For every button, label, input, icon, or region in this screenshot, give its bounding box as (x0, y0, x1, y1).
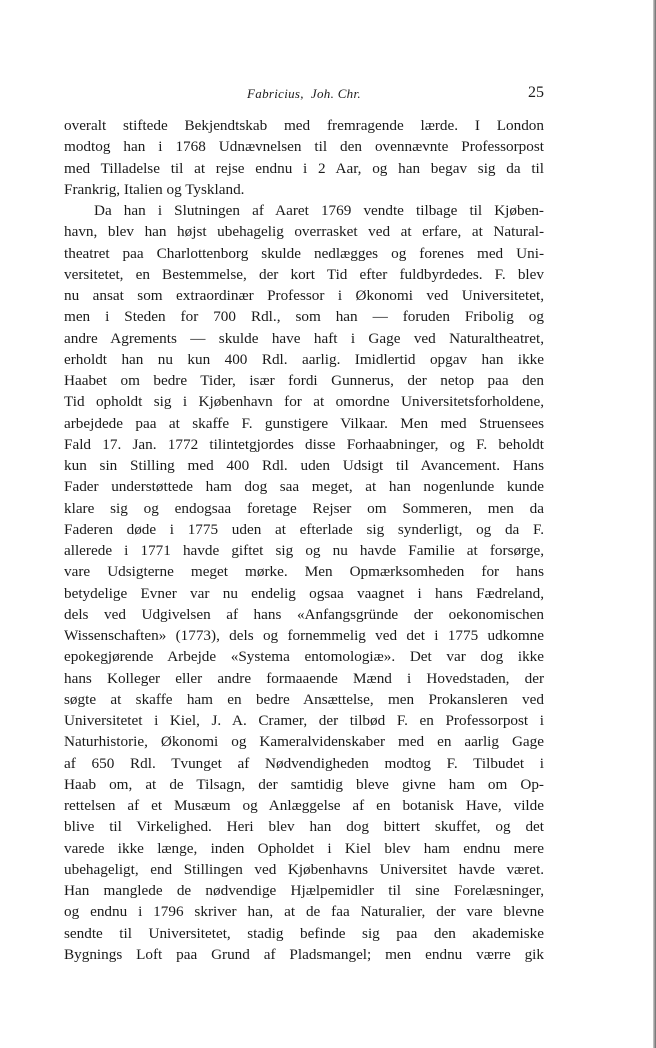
text-line: men i Steden for 700 Rdl., som han — foruden Fribolig og (64, 308, 544, 326)
text-line: Fald 17. Jan. 1772 tilintetgjordes disse Forhaabninger, og F. beholdt (64, 435, 544, 453)
text-line: kun sin Stilling med 400 Rdl. uden Udsigt til Avancement. Hans (64, 457, 544, 474)
text-line: Frankrig, Italien og Tyskland. (64, 180, 245, 198)
paragraph-2 (64, 200, 544, 965)
text-line: Wissenschaften» (1773), dels og fornemmelig ved det i 1775 udkomne (64, 627, 544, 644)
text-line: Tid opholdt sig i Kjøbenhavn for at omordne Universitetsforholdene, (64, 393, 544, 411)
text-line: varede ikke længe, inden Opholdet i Kiel blev ham endnu mere (64, 839, 544, 857)
text-line: epokegjørende Arbejde «Systema entomologiæ». Det var dog ikke (64, 648, 544, 666)
text-line: klare sig og endogsaa foretage Rejser om Sommeren, men da (64, 499, 544, 517)
page-number: 25 (528, 84, 544, 101)
text-line: blive til Virkelighed. Heri blev han dog bittert skuffet, og det (64, 818, 544, 836)
text-line: Faderen døde i 1775 uden at efterlade sig synderligt, og da F. (64, 520, 544, 538)
text-line: overalt stiftede Bekjendtskab med fremragende lærde. I London (64, 117, 544, 134)
text-line: Bygnings Loft paa Grund af Pladsmangel; men endnu værre gik (64, 945, 544, 963)
text-line: theatret paa Charlottenborg skulde nedlægges og forenes med Uni- (64, 244, 544, 262)
text-line: Fader understøttede ham dog saa meget, at han nogenlunde kunde (64, 478, 544, 496)
text-line: andre Agrements — skulde have haft i Gage ved Naturaltheatret, (64, 329, 544, 347)
text-line: og endnu i 1796 skriver han, at de faa Naturalier, der vare blevne (64, 903, 544, 921)
text-line: ubehageligt, end Stillingen ved Kjøbenhavns Universitet havde været. (64, 860, 544, 878)
text-line: modtog han i 1768 Udnævnelsen til den ovennævnte Professorpost (64, 138, 544, 156)
text-line: Naturhistorie, Økonomi og Kameralvidenskaber med en aarlig Gage (64, 733, 544, 751)
text-line: betydelige Evner var nu endelig ogsaa vaagnet i hans Fædreland, (64, 584, 544, 602)
paragraph-1 (64, 115, 544, 200)
text-line: hans Kolleger eller andre formaaende Mænd i Hovedstaden, der (64, 669, 544, 687)
text-line: erholdt han nu kun 400 Rdl. aarlig. Imidlertid opgav han ikke (64, 350, 544, 368)
text-line: med Tilladelse til at rejse endnu i 2 Aar, og han begav sig da til (64, 159, 544, 177)
text-line: Haabet om bedre Tider, især fordi Gunnerus, der netop paa den (64, 372, 544, 389)
text-line: søgte at skaffe ham en bedre Ansættelse, men Prokansleren ved (64, 690, 544, 708)
text-line: allerede i 1771 havde giftet sig og nu havde Familie at forsørge, (64, 542, 544, 559)
text-line: nu ansat som extraordinær Professor i Økonomi ved Universitetet, (64, 287, 544, 304)
text-line: af 650 Rdl. Tvunget af Nødvendigheden modtog F. Tilbudet i (64, 754, 544, 772)
text-line: dels ved Udgivelsen af hans «Anfangsgründe der oekonomischen (64, 605, 544, 623)
text-line: sendte til Universitetet, stadig befinde sig paa den akademiske (64, 924, 544, 942)
text-line: versitetet, en Bestemmelse, der kort Tid efter fuldbyrdedes. F. blev (64, 265, 544, 283)
body-text (64, 115, 544, 965)
running-head: Fabricius, Joh. Chr. (247, 86, 361, 101)
text-line: Han manglede de nødvendige Hjælpemidler til sine Forelæsninger, (64, 882, 544, 899)
text-line: Haab om, at de Tilsagn, der samtidig bleve givne ham om Op- (64, 775, 544, 793)
text-line: havn, blev han højst ubehagelig overrasket ved at erfare, at Natural- (64, 223, 544, 241)
page-header (64, 86, 544, 108)
text-line: arbejdede paa at skaffe F. gunstigere Vilkaar. Men med Struensees (64, 414, 544, 432)
text-line: rettelsen af et Musæum og Anlæggelse af en botanisk Have, vilde (64, 797, 544, 814)
text-line: Universitetet i Kiel, J. A. Cramer, der tilbød F. en Professorpost i (64, 712, 544, 729)
text-line: vare Udsigterne meget mørke. Men Opmærksomheden for hans (64, 563, 544, 581)
text-line: Da han i Slutningen af Aaret 1769 vendte tilbage til Kjøben- (94, 202, 544, 219)
